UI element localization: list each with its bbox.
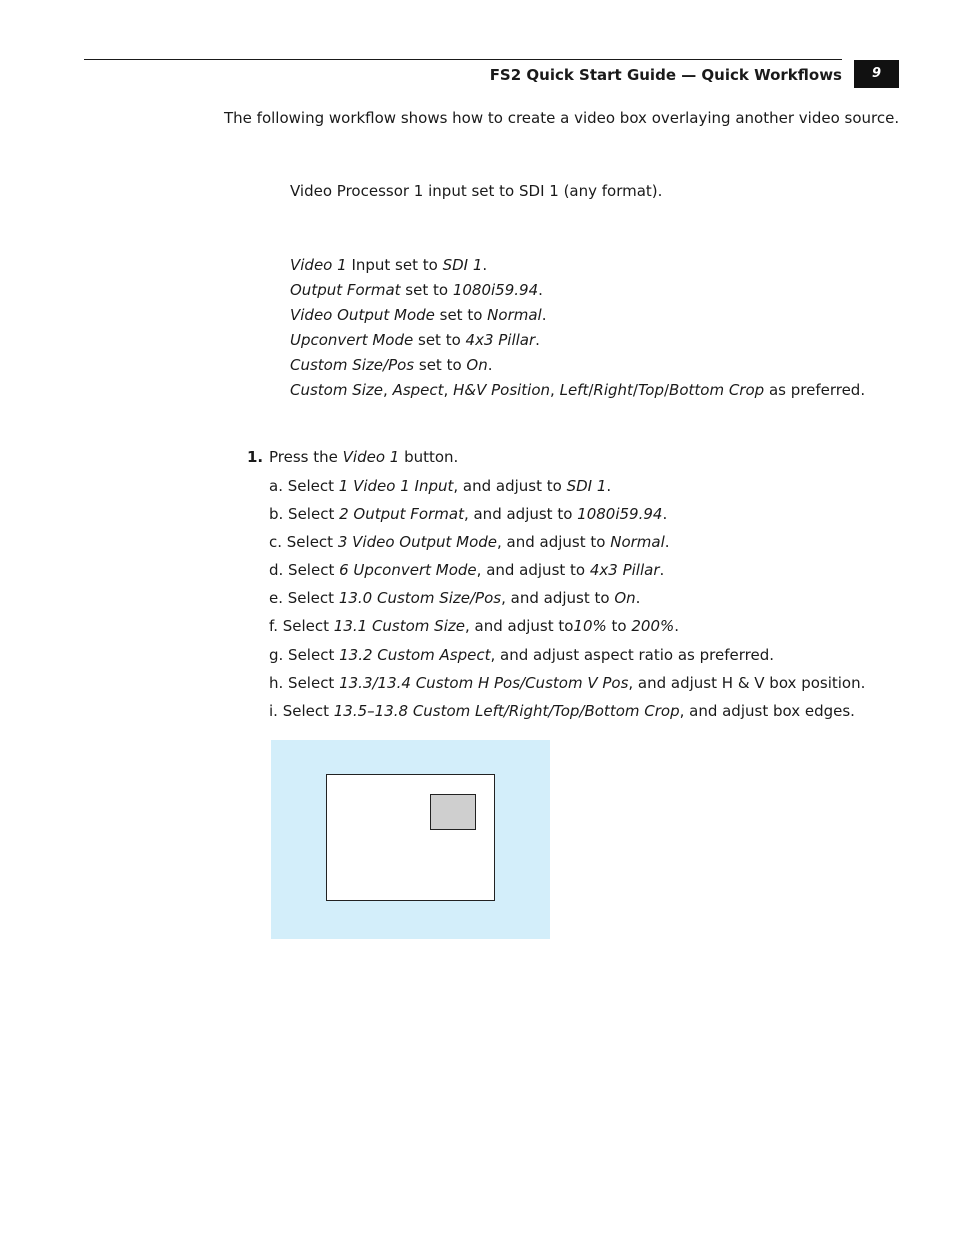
setting-term: Custom Size/Pos	[290, 356, 415, 374]
step-number: 1.	[247, 448, 264, 466]
overlay-illustration	[271, 740, 550, 939]
substep-h: h. Select 13.3/13.4 Custom H Pos/Custom V Pos, and adjust H & V box position.	[269, 673, 866, 692]
button-name: Video 1	[342, 448, 400, 466]
setting-term: Video Output Mode	[290, 306, 435, 324]
setting-value: On	[466, 356, 488, 374]
main-video-frame	[326, 774, 495, 901]
substep-a: a. Select 1 Video 1 Input, and adjust to SDI 1.	[269, 477, 612, 495]
page-number-badge: 9	[854, 60, 899, 88]
substep-i: i. Select 13.5–13.8 Custom Left/Right/Top/Bottom Crop, and adjust box edges.	[269, 701, 855, 720]
setting-value: Normal	[487, 306, 542, 324]
setting-value: 1080i59.94	[452, 281, 539, 299]
setting-line: Video 1 Input set to SDI 1.	[290, 256, 488, 274]
setting-value: SDI 1	[442, 256, 483, 274]
setting-term: Output Format	[290, 281, 401, 299]
substep-d: d. Select 6 Upconvert Mode, and adjust to 4x3 Pillar.	[269, 561, 665, 580]
setting-line: Custom Size, Aspect, H&V Position, Left/Right/Top/Bottom Crop as preferred.	[290, 381, 866, 399]
setting-line: Video Output Mode set to Normal.	[290, 306, 547, 324]
intro-paragraph: The following workflow shows how to create a video box overlaying another video source.	[224, 109, 900, 127]
requirement-line: Video Processor 1 input set to SDI 1 (any format).	[290, 182, 663, 200]
substep-list	[269, 476, 865, 729]
settings-list	[290, 255, 865, 405]
setting-value: 4x3 Pillar	[465, 331, 536, 349]
setting-line: Custom Size/Pos set to On.	[290, 356, 493, 374]
setting-line: Upconvert Mode set to 4x3 Pillar.	[290, 331, 540, 349]
step-1: 1. Press the Video 1 button.	[247, 448, 459, 466]
substep-g: g. Select 13.2 Custom Aspect, and adjust aspect ratio as preferred.	[269, 645, 774, 664]
running-header-title: FS2 Quick Start Guide — Quick Workflows	[489, 66, 842, 84]
substep-c: c. Select 3 Video Output Mode, and adjust to Normal.	[269, 533, 670, 552]
header-rule	[84, 59, 842, 60]
substep-b: b. Select 2 Output Format, and adjust to 1080i59.94.	[269, 505, 668, 524]
setting-term: Video 1	[290, 256, 347, 274]
substep-e: e. Select 13.0 Custom Size/Pos, and adjust to On.	[269, 589, 641, 608]
overlay-video-box	[430, 794, 476, 830]
substep-f: f. Select 13.1 Custom Size, and adjust to10% to 200%.	[269, 617, 680, 636]
setting-line: Output Format set to 1080i59.94.	[290, 281, 543, 299]
setting-term: Upconvert Mode	[290, 331, 414, 349]
